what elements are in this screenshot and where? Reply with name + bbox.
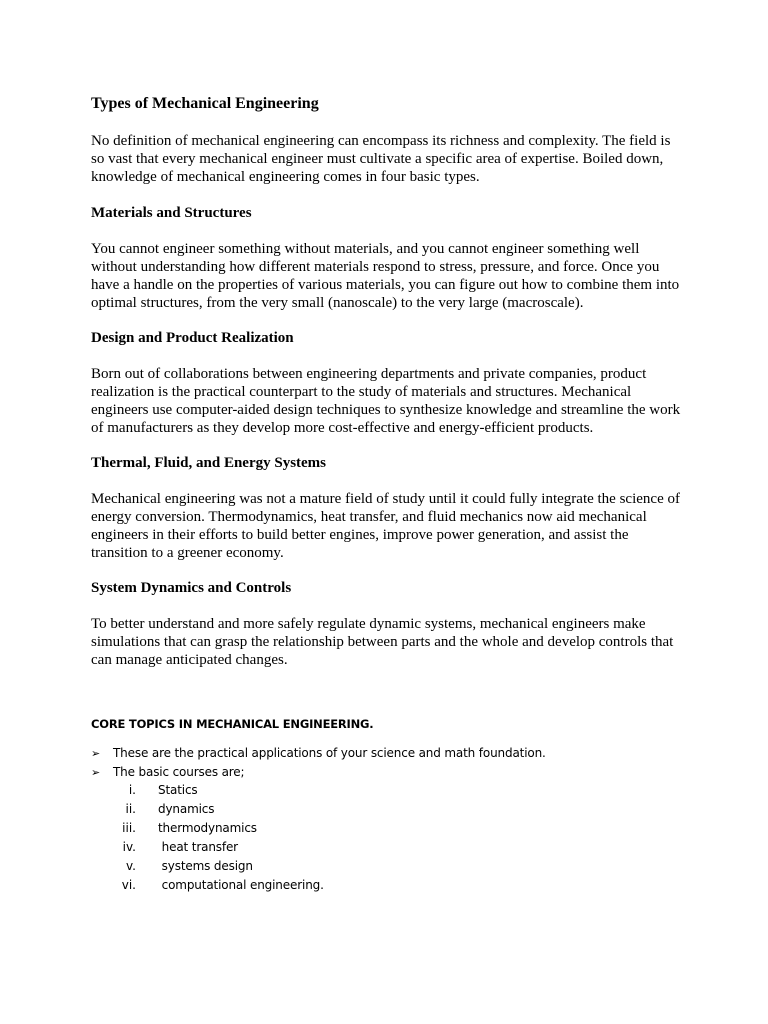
section-body-dynamics: To better understand and more safely regulate dynamic systems, mechanical engineers make simulations that can grasp the relationship between parts and the whole and develop controls that can manage anticipated changes. bbox=[91, 616, 674, 668]
arrow-bullet-icon: ➢ bbox=[91, 747, 101, 760]
course-list-item bbox=[110, 800, 510, 819]
bullet-text: The basic courses are; bbox=[113, 765, 245, 779]
course-list-item bbox=[110, 857, 510, 876]
bullet-text: These are the practical applications of your science and math foundation. bbox=[113, 746, 546, 760]
course-name: systems design bbox=[158, 859, 253, 873]
section-heading-materials: Materials and Structures bbox=[91, 205, 252, 221]
section-heading-design: Design and Product Realization bbox=[91, 330, 294, 346]
course-number: vi. bbox=[121, 878, 136, 892]
course-list-item bbox=[110, 819, 510, 838]
course-name: thermodynamics bbox=[158, 821, 257, 835]
course-list-item bbox=[110, 781, 510, 800]
course-number: iii. bbox=[122, 821, 136, 835]
course-number: iv. bbox=[122, 840, 136, 854]
course-name: Statics bbox=[158, 783, 198, 797]
bullet-item bbox=[91, 744, 691, 763]
section-body-thermal: Mechanical engineering was not a mature field of study until it could fully integrate the science of energy conversion. Thermodynamics, heat transfer, and fluid mechanics now aid mechanical engineers in their efforts to build better engines, improve power generation, and assist the transition to a greener economy. bbox=[91, 491, 680, 561]
course-name: dynamics bbox=[158, 802, 215, 816]
bullet-item bbox=[91, 763, 691, 782]
section-body-materials: You cannot engineer something without materials, and you cannot engineer something well without understanding how different materials respond to stress, pressure, and force. Once you have a handle on the properties of various materials, you can figure out how to combine them into optimal structures, from the very small (nanoscale) to the very large (macroscale). bbox=[91, 241, 680, 311]
page-title: Types of Mechanical Engineering bbox=[91, 95, 319, 112]
core-topics-heading: CORE TOPICS IN MECHANICAL ENGINEERING. bbox=[91, 717, 374, 731]
course-number: ii. bbox=[125, 802, 136, 816]
course-number: i. bbox=[128, 783, 136, 797]
course-list-item bbox=[110, 838, 510, 857]
arrow-bullet-icon: ➢ bbox=[91, 766, 101, 779]
section-heading-dynamics: System Dynamics and Controls bbox=[91, 580, 292, 596]
course-list-item bbox=[110, 876, 510, 895]
course-name: heat transfer bbox=[158, 840, 238, 854]
intro-paragraph: No definition of mechanical engineering can encompass its richness and complexity. The field is so vast that every mechanical engineer must cultivate a specific area of expertise. Boiled down, knowledge of mechanical engineering comes in four basic types. bbox=[91, 133, 671, 185]
section-body-design: Born out of collaborations between engineering departments and private companies, product realization is the practical counterpart to the study of materials and structures. Mechanical engineers use computer-aided design techniques to synthesize knowledge and streamline the work of manufacturers as they develop more cost-effective and energy-efficient products. bbox=[91, 366, 681, 436]
course-number: v. bbox=[126, 859, 136, 873]
course-name: computational engineering. bbox=[158, 878, 324, 892]
section-heading-thermal: Thermal, Fluid, and Energy Systems bbox=[91, 455, 327, 471]
